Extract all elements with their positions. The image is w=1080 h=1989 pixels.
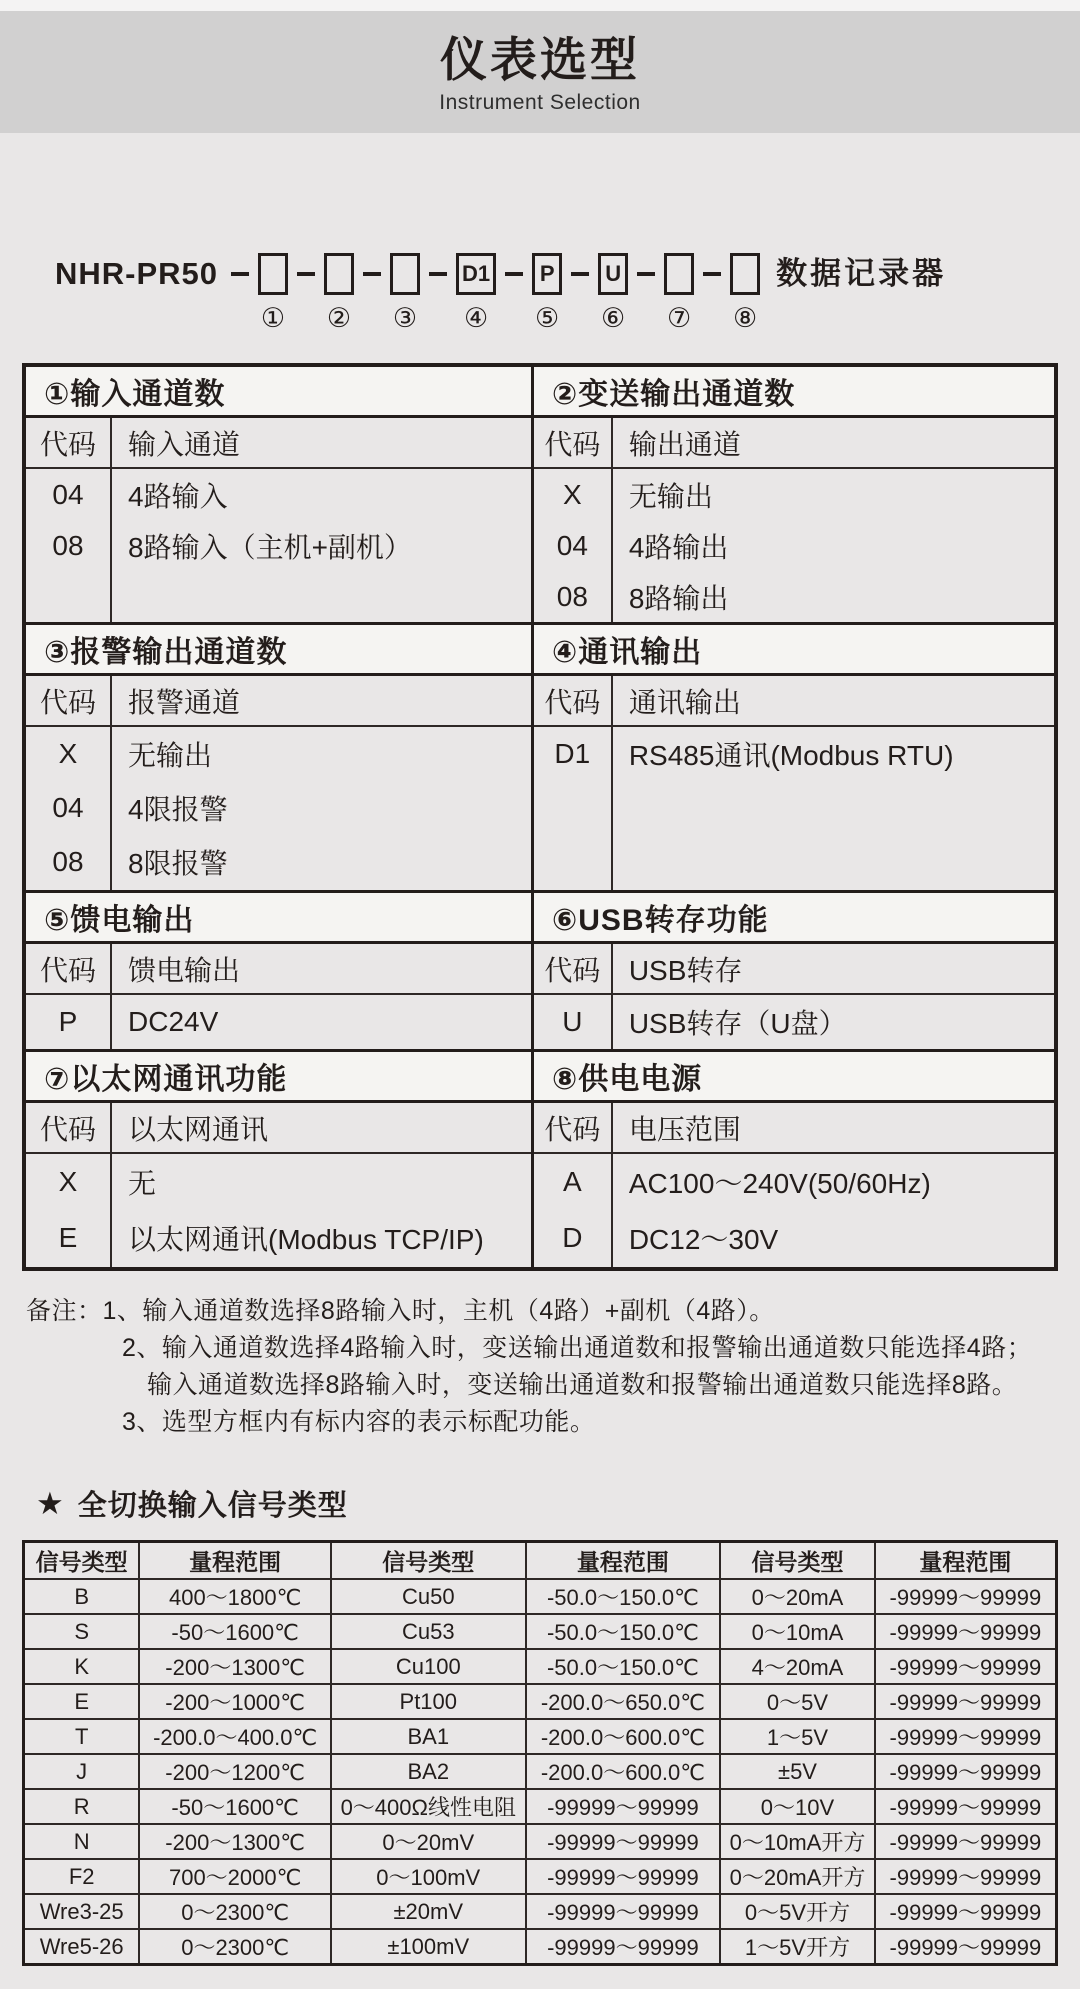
section-subheader <box>534 418 1054 469</box>
signal-row <box>25 1578 1055 1613</box>
signal-cell: S <box>25 1613 140 1648</box>
model-slot-number: ① <box>260 303 286 333</box>
desc-column <box>112 1154 531 1267</box>
desc-header-cell: 馈电输出 <box>128 954 241 986</box>
signal-cell: T <box>25 1718 140 1753</box>
model-slot-number: ② <box>326 303 352 333</box>
model-slot-2 <box>324 253 354 333</box>
model-code-box: D1 <box>456 253 496 295</box>
signal-cell: -200～1200℃ <box>140 1753 332 1788</box>
signal-cell: -99999～99999 <box>876 1753 1055 1788</box>
page-subtitle: Instrument Selection <box>439 91 641 114</box>
desc-column <box>613 995 1054 1049</box>
code-column <box>534 995 613 1049</box>
notes <box>26 1293 1080 1441</box>
code-cell: D1 <box>554 738 591 769</box>
section-①输入通道数 <box>26 367 534 622</box>
signal-section-heading <box>36 1483 1080 1524</box>
signal-cell: 0～10V <box>721 1788 876 1823</box>
desc-cell: 4限报警 <box>128 794 228 825</box>
signal-cell: R <box>25 1788 140 1823</box>
code-cell: X <box>58 738 78 769</box>
signal-cell: -99999～99999 <box>527 1858 722 1893</box>
signal-cell: -99999～99999 <box>876 1683 1055 1718</box>
signal-header-cell: 量程范围 <box>919 1549 1012 1575</box>
signal-header-cell: 信号类型 <box>721 1543 876 1578</box>
note-text: 输入通道数选择8路输入时，变送输出通道数和报警输出通道数只能选择8路。 <box>147 1371 1018 1399</box>
section-data <box>534 469 1054 622</box>
signal-cell: 0～10mA <box>721 1613 876 1648</box>
signal-cell: ±5V <box>721 1753 876 1788</box>
model-suffix: 数据记录器 <box>776 256 947 291</box>
code-cell: 04 <box>52 478 84 510</box>
code-cell: X <box>58 1166 78 1197</box>
section-title: ②变送输出通道数 <box>534 367 1054 418</box>
signal-cell: Cu53 <box>332 1613 527 1648</box>
section-title: ⑦以太网通讯功能 <box>26 1052 531 1103</box>
signal-header-row <box>25 1543 1055 1578</box>
selection-band-1 <box>26 367 1054 622</box>
signal-cell: -50.0～150.0℃ <box>527 1648 722 1683</box>
signal-table <box>22 1540 1058 1966</box>
section-subheader <box>534 1103 1054 1154</box>
signal-cell: 0～100mV <box>332 1858 527 1893</box>
signal-cell: ±20mV <box>332 1893 527 1928</box>
model-prefix: NHR-PR50 <box>55 256 219 291</box>
signal-row <box>25 1893 1055 1928</box>
signal-row <box>25 1613 1055 1648</box>
separator-dash <box>571 272 589 276</box>
selection-band-2 <box>26 622 1054 890</box>
model-code-box <box>730 253 760 295</box>
section-title: ④通讯输出 <box>534 625 1054 676</box>
signal-cell: Cu100 <box>332 1648 527 1683</box>
desc-header-cell: 通讯输出 <box>628 686 741 718</box>
signal-cell: 1～5V <box>721 1718 876 1753</box>
signal-cell: -99999～99999 <box>876 1788 1055 1823</box>
model-code-box <box>664 253 694 295</box>
signal-row <box>25 1823 1055 1858</box>
code-cell: 08 <box>52 846 84 877</box>
selection-band-3 <box>26 890 1054 1049</box>
section-title: ⑤馈电输出 <box>26 893 531 944</box>
desc-cell: DC24V <box>128 1006 219 1037</box>
model-line <box>55 253 1080 333</box>
code-column <box>26 727 112 890</box>
signal-cell: 0～10mA开方 <box>721 1823 876 1858</box>
section-②变送输出通道数 <box>534 367 1054 622</box>
model-code-box <box>390 253 420 295</box>
signal-cell: 1～5V开方 <box>721 1928 876 1963</box>
separator-dash <box>703 272 721 276</box>
signal-cell: -99999～99999 <box>876 1578 1055 1613</box>
model-slot-1 <box>258 253 288 333</box>
note-line <box>26 1293 1080 1330</box>
code-cell: 08 <box>556 580 588 612</box>
section-data <box>26 995 531 1049</box>
signal-header-cell: 信号类型 <box>25 1543 140 1578</box>
signal-cell: -99999～99999 <box>527 1928 722 1963</box>
signal-cell: 0～20mA <box>721 1578 876 1613</box>
model-slot-5 <box>532 253 562 333</box>
desc-cell: 无 <box>128 1168 157 1199</box>
code-column <box>534 727 613 890</box>
section-data <box>534 727 1054 890</box>
model-code-box <box>258 253 288 295</box>
code-cell: A <box>562 1166 582 1197</box>
desc-cell: 以太网通讯(Modbus TCP/IP) <box>128 1224 484 1255</box>
signal-cell: 0～5V开方 <box>721 1893 876 1928</box>
section-title: ⑧供电电源 <box>534 1052 1054 1103</box>
section-③报警输出通道数 <box>26 625 534 890</box>
signal-cell: -99999～99999 <box>876 1648 1055 1683</box>
signal-row <box>25 1928 1055 1963</box>
code-column <box>26 469 112 622</box>
code-header-cell: 代码 <box>534 1103 613 1152</box>
section-data <box>26 469 531 622</box>
model-slot-3 <box>390 253 420 333</box>
model-slot-number: ③ <box>392 303 418 333</box>
signal-cell: 4～20mA <box>721 1648 876 1683</box>
signal-cell: -99999～99999 <box>876 1823 1055 1858</box>
signal-cell: B <box>25 1578 140 1613</box>
signal-header-cell: 量程范围 <box>527 1543 722 1578</box>
signal-row <box>25 1788 1055 1823</box>
signal-cell: -200～1000℃ <box>140 1683 332 1718</box>
signal-row <box>25 1858 1055 1893</box>
signal-cell: F2 <box>25 1858 140 1893</box>
signal-cell: -200～1300℃ <box>140 1648 332 1683</box>
desc-cell: 8路输入（主机+副机） <box>128 531 412 563</box>
section-title: ⑥USB转存功能 <box>534 893 1054 944</box>
section-subheader <box>26 418 531 469</box>
signal-cell: 0～5V <box>721 1683 876 1718</box>
section-data <box>26 1154 531 1267</box>
signal-row <box>25 1753 1055 1788</box>
signal-header-cell: 信号类型 <box>332 1543 527 1578</box>
signal-row <box>25 1718 1055 1753</box>
signal-cell: Wre5-26 <box>25 1928 140 1963</box>
desc-column <box>613 469 1054 622</box>
section-subheader <box>26 1103 531 1154</box>
section-subheader <box>534 944 1054 995</box>
desc-cell: AC100～240V(50/60Hz) <box>628 1168 931 1199</box>
model-slot-4 <box>456 253 496 333</box>
desc-header-cell: 报警通道 <box>128 686 241 718</box>
model-slot-number: ⑦ <box>667 303 692 333</box>
code-header-cell: 代码 <box>534 944 613 993</box>
top-strip <box>0 0 1080 11</box>
separator-dash <box>637 272 655 276</box>
signal-cell: N <box>25 1823 140 1858</box>
model-slot-number: ⑥ <box>601 303 626 333</box>
page-header <box>0 11 1080 133</box>
signal-cell: 0～20mA开方 <box>721 1858 876 1893</box>
signal-cell: -200.0～400.0℃ <box>140 1718 332 1753</box>
desc-cell: 4路输入 <box>128 480 228 512</box>
note-text: 2、输入通道数选择4路输入时，变送输出通道数和报警输出通道数只能选择4路； <box>122 1334 1033 1362</box>
signal-cell: 0～400Ω线性电阻 <box>332 1788 527 1823</box>
code-cell: U <box>562 1006 583 1037</box>
code-header-cell: 代码 <box>534 418 613 467</box>
selection-table <box>22 363 1058 1271</box>
code-header-cell: 代码 <box>26 944 112 993</box>
section-data <box>26 727 531 890</box>
note-text: 3、选型方框内有标内容的表示标配功能。 <box>122 1408 596 1436</box>
signal-cell: -50.0～150.0℃ <box>527 1613 722 1648</box>
desc-cell: 无输出 <box>128 740 213 771</box>
signal-cell: 0～20mV <box>332 1823 527 1858</box>
signal-cell: -200～1300℃ <box>140 1823 332 1858</box>
section-subheader <box>534 676 1054 727</box>
section-title: ①输入通道数 <box>26 367 531 418</box>
signal-cell: -99999～99999 <box>527 1823 722 1858</box>
signal-cell: -50～1600℃ <box>140 1788 332 1823</box>
code-cell: E <box>58 1222 78 1253</box>
code-header-cell: 代码 <box>26 1103 112 1152</box>
desc-cell: DC12～30V <box>628 1224 779 1255</box>
signal-cell: -99999～99999 <box>876 1858 1055 1893</box>
desc-cell: RS485通讯(Modbus RTU) <box>628 740 954 771</box>
separator-dash <box>429 272 447 276</box>
signal-cell: BA1 <box>332 1718 527 1753</box>
section-⑥USB转存功能 <box>534 893 1054 1049</box>
code-cell: P <box>58 1006 78 1037</box>
signal-row <box>25 1648 1055 1683</box>
signal-cell: BA2 <box>332 1753 527 1788</box>
section-data <box>534 995 1054 1049</box>
signal-header-cell: 量程范围 <box>140 1543 332 1578</box>
model-code-box: U <box>598 253 628 295</box>
model-code-box <box>324 253 354 295</box>
signal-cell: 400～1800℃ <box>140 1578 332 1613</box>
signal-cell: -200.0～600.0℃ <box>527 1753 722 1788</box>
signal-cell: -50～1600℃ <box>140 1613 332 1648</box>
signal-cell: -99999～99999 <box>876 1928 1055 1963</box>
star-icon: ★ <box>36 1485 65 1521</box>
signal-cell: ±100mV <box>332 1928 527 1963</box>
code-cell: 08 <box>52 529 84 561</box>
desc-cell: 8路输出 <box>628 582 729 614</box>
desc-cell: 无输出 <box>628 480 713 512</box>
section-⑧供电电源 <box>534 1052 1054 1267</box>
notes-label: 备注： <box>26 1297 103 1325</box>
section-subheader <box>26 676 531 727</box>
section-④通讯输出 <box>534 625 1054 890</box>
model-slot-6 <box>598 253 628 333</box>
model-slot-number: ⑧ <box>733 303 758 333</box>
signal-cell: -99999～99999 <box>876 1613 1055 1648</box>
code-header-cell: 代码 <box>26 418 112 467</box>
section-⑤馈电输出 <box>26 893 534 1049</box>
signal-cell: Wre3-25 <box>25 1893 140 1928</box>
model-slot-7 <box>664 253 694 333</box>
desc-header-cell: 输出通道 <box>628 428 741 460</box>
signal-cell: 0～2300℃ <box>140 1893 332 1928</box>
signal-heading-text: 全切换输入信号类型 <box>77 1490 348 1522</box>
section-data <box>534 1154 1054 1267</box>
desc-header-cell: 以太网通讯 <box>128 1113 269 1145</box>
model-slot-8 <box>730 253 760 333</box>
note-text: 1、输入通道数选择8路输入时，主机（4路）+副机（4路）。 <box>102 1297 775 1325</box>
signal-cell: -99999～99999 <box>876 1893 1055 1928</box>
section-subheader <box>26 944 531 995</box>
model-slot-number: ⑤ <box>535 303 560 333</box>
code-cell: X <box>562 478 582 510</box>
desc-column <box>112 995 531 1049</box>
signal-row <box>25 1683 1055 1718</box>
signal-cell: 0～2300℃ <box>140 1928 332 1963</box>
code-column <box>534 1154 613 1267</box>
signal-cell: K <box>25 1648 140 1683</box>
signal-cell: -200.0～650.0℃ <box>527 1683 722 1718</box>
signal-cell: 700～2000℃ <box>140 1858 332 1893</box>
model-code-slots <box>222 253 760 333</box>
signal-cell: -99999～99999 <box>876 1718 1055 1753</box>
signal-cell: -99999～99999 <box>527 1788 722 1823</box>
signal-cell: J <box>25 1753 140 1788</box>
signal-cell: E <box>25 1683 140 1718</box>
desc-cell: 4路输出 <box>628 531 729 563</box>
desc-column <box>112 727 531 890</box>
code-cell: 04 <box>52 792 84 823</box>
desc-header-cell: 输入通道 <box>128 428 241 460</box>
signal-cell: -50.0～150.0℃ <box>527 1578 722 1613</box>
desc-column <box>112 469 531 622</box>
section-⑦以太网通讯功能 <box>26 1052 534 1267</box>
desc-cell: 8限报警 <box>128 848 228 879</box>
code-header-cell: 代码 <box>534 676 613 725</box>
separator-dash <box>505 272 523 276</box>
separator-dash <box>297 272 315 276</box>
page-title: 仪表选型 <box>440 33 640 86</box>
signal-cell: -99999～99999 <box>527 1893 722 1928</box>
signal-cell: Pt100 <box>332 1683 527 1718</box>
desc-column <box>613 727 1054 890</box>
signal-cell: -200.0～600.0℃ <box>527 1718 722 1753</box>
desc-header-cell: 电压范围 <box>628 1113 741 1145</box>
code-column <box>26 1154 112 1267</box>
code-header-cell: 代码 <box>26 676 112 725</box>
desc-cell: USB转存（U盘） <box>628 1008 847 1039</box>
selection-band-4 <box>26 1049 1054 1267</box>
code-cell: D <box>562 1222 583 1253</box>
model-code-box: P <box>532 253 562 295</box>
desc-header-cell: USB转存 <box>628 954 743 986</box>
separator-dash <box>363 272 381 276</box>
model-slot-number: ④ <box>463 303 489 333</box>
desc-column <box>613 1154 1054 1267</box>
signal-cell: Cu50 <box>332 1578 527 1613</box>
code-column <box>534 469 613 622</box>
section-title: ③报警输出通道数 <box>26 625 531 676</box>
code-column <box>26 995 112 1049</box>
code-cell: 04 <box>556 529 588 561</box>
separator-dash <box>231 272 249 276</box>
